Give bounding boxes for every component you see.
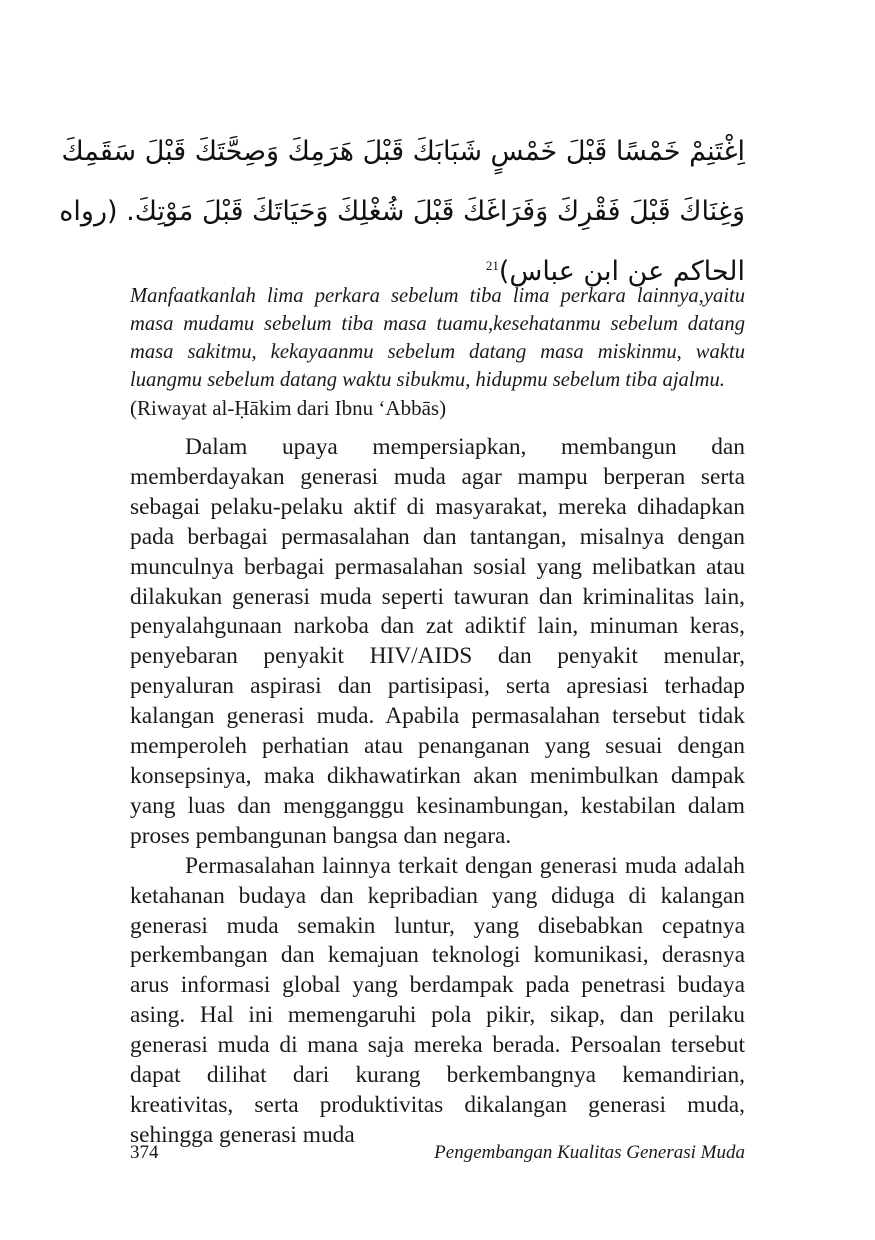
- hadith-source: (Riwayat al-Ḥākim dari Ibnu ‘Abbās): [130, 396, 447, 420]
- page-number: 374: [130, 1142, 159, 1163]
- hadith-arabic-text: [59, 122, 745, 302]
- arabic-line-1: اِغْتَنِمْ خَمْسًا قَبْلَ خَمْسٍ شَبَابَكَ قَبْلَ هَرَمِكَ وَصِحَّتَكَ قَبْلَ سَقَمِكَ: [61, 136, 745, 167]
- footnote-reference: 21: [485, 258, 499, 273]
- paragraph: Dalam upaya mempersiapkan, membangun dan memberdayakan generasi muda agar mampu berperan serta sebagai pelaku-pelaku aktif di masyarakat, mereka dihadapkan pada berbagai permasalahan dan tantangan, misalnya dengan munculnya berbagai permasalahan sosial yang melibatkan atau dilakukan generasi muda seperti tawuran dan kriminalitas lain, penyalahgunaan narkoba dan zat adiktif lain, minuman keras, penyebaran penyakit HIV/AIDS dan penyakit menular, penyaluran aspirasi dan partisipasi, serta apresiasi terhadap kalangan generasi muda. Apabila permasalahan tersebut tidak memperoleh perhatian atau penanganan yang sesuai dengan konsepsinya, maka dikhawatirkan akan menimbulkan dampak yang luas dan mengganggu kesinambungan, kestabilan dalam proses pembangunan bangsa dan negara.: [130, 434, 745, 849]
- paragraph: Permasalahan lainnya terkait dengan generasi muda adalah ketahanan budaya dan kepribadian yang diduga di kalangan generasi muda semakin luntur, yang disebabkan cepatnya perkembangan dan kemajuan teknologi komunikasi, derasnya arus informasi global yang berdampak pada penetrasi budaya asing. Hal ini memengaruhi pola pikir, sikap, dan perilaku generasi muda di mana saja mereka berada. Persoalan tersebut dapat dilihat dari kurang berkembangnya kemandirian, kreativitas, serta produktivitas dikalangan generasi muda, sehingga generasi muda: [130, 852, 745, 1148]
- arabic-line-3-text: الحاكم عن ابن عباس): [498, 256, 745, 287]
- hadith-translation-block: [130, 282, 745, 422]
- page-footer: [130, 1142, 745, 1168]
- hadith-translation: Manfaatkanlah lima perkara sebelum tiba lima perkara lainnya,yaitu masa mudamu sebelum tiba masa tuamu,kesehatanmu sebelum datang masa sakitmu, kekayaanmu sebelum datang masa miskinmu, waktu luangmu sebelum datang waktu sibukmu, hidupmu sebelum tiba ajalmu.: [130, 285, 745, 391]
- running-title: Pengembangan Kualitas Generasi Muda: [434, 1142, 745, 1163]
- arabic-line-2: وَغِنَاكَ قَبْلَ فَقْرِكَ وَفَرَاغَكَ قَبْلَ شُغْلِكَ وَحَيَاتَكَ قَبْلَ مَوْتِكَ. (رواه: [59, 196, 745, 227]
- body-text: [130, 433, 745, 1151]
